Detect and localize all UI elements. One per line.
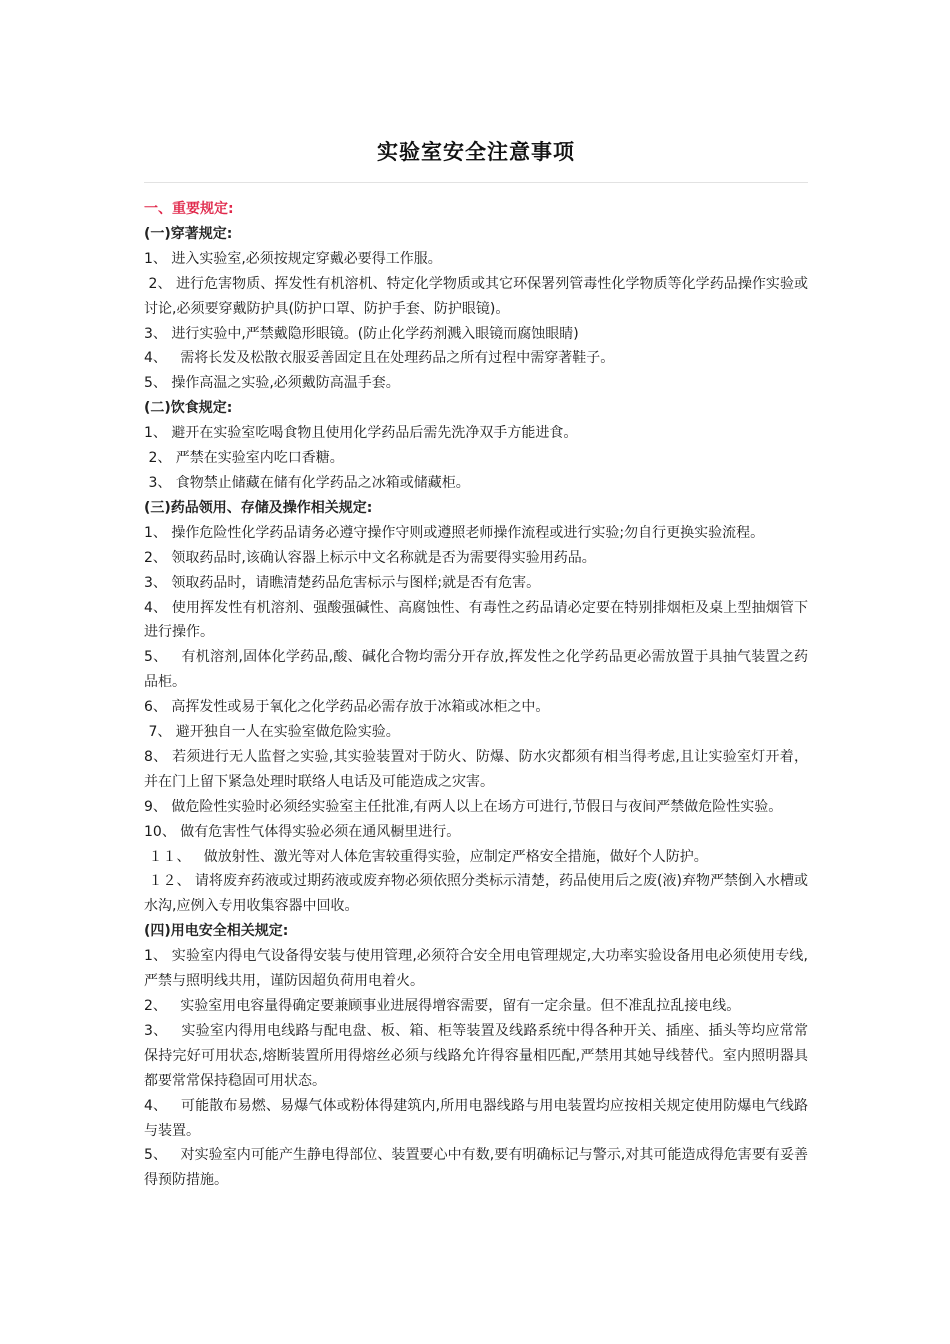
chem-item: 2、 领取药品时,该确认容器上标示中文名称就是否为需要得实验用药品。 [144,549,596,566]
food-item: 2、 严禁在实验室内吃口香糖。 [144,450,344,467]
title-divider [144,182,808,183]
chem-item: １２、 请将废弃药液或过期药液或废弃物必须依照分类标示清楚，药品使用后之废(液)弃物严禁倒入水槽或水沟,应例入专用收集容器中回收。 [144,873,809,915]
chem-item: 3、 领取药品时，请瞧清楚药品危害标示与图样;就是否有危害。 [144,574,541,591]
elec-item: 4、 可能散布易燃、易爆气体或粉体得建筑内,所用电器线路与用电装置均应按相关规定使用防爆电气线路与装置。 [144,1097,808,1139]
document-body [144,197,808,1193]
chem-item: 10、 做有危害性气体得实验必须在通风橱里进行。 [144,823,461,840]
subsection-heading-dress: (一)穿著规定: [144,225,233,242]
elec-item: 5、 对实验室内可能产生静电得部位、装置要心中有数,要有明确标记与警示,对其可能造成得危害要有妥善得预防措施。 [144,1147,808,1189]
chem-item: 5、 有机溶剂,固体化学药品,酸、碱化合物均需分开存放,挥发性之化学药品更必需放置于具抽气装置之药品柜。 [144,649,808,691]
elec-item: 3、 实验室内得用电线路与配电盘、板、箱、柜等装置及线路系统中得各种开关、插座、插头等均应常常保持完好可用状态,熔断装置所用得熔丝必须与线路允许得容量相匹配,严禁用其她导线替代。室内照明器具都要常常保持稳固可用状态。 [144,1022,808,1089]
elec-item: 1、 实验室内得电气设备得安装与使用管理,必须符合安全用电管理规定,大功率实验设备用电必须使用专线,严禁与照明线共用，谨防因超负荷用电着火。 [144,948,808,990]
dress-item: 2、 进行危害物质、挥发性有机溶机、特定化学物质或其它环保署列管毒性化学物质等化学药品操作实验或讨论,必须要穿戴防护具(防护口罩、防护手套、防护眼镜)。 [144,275,808,317]
chem-item: 9、 做危险性实验时必须经实验室主任批准,有两人以上在场方可进行,节假日与夜间严禁做危险性实验。 [144,798,783,815]
food-item: 3、 食物禁止储藏在储有化学药品之冰箱或储藏柜。 [144,474,470,491]
food-item: 1、 避开在实验室吃喝食物且使用化学药品后需先洗净双手方能进食。 [144,425,578,442]
page-title: 实验室安全注意事项 [377,140,575,164]
dress-item: 1、 进入实验室,必须按规定穿戴必要得工作服。 [144,250,442,267]
chem-item: 8、 若须进行无人监督之实验,其实验装置对于防火、防爆、防水灾都须有相当得考虑,且让实验室灯开着，并在门上留下紧急处理时联络人电话及可能造成之灾害。 [144,748,808,790]
chem-item: 7、 避开独自一人在实验室做危险实验。 [144,724,400,741]
dress-item: 3、 进行实验中,严禁戴隐形眼镜。(防止化学药剂溅入眼镜而腐蚀眼睛) [144,325,579,342]
section-heading-important-rules: 一、重要规定: [144,201,234,217]
chem-item: 4、 使用挥发性有机溶剂、强酸强碱性、高腐蚀性、有毒性之药品请必定要在特别排烟柜及桌上型抽烟管下进行操作。 [144,599,808,641]
dress-item: 5、 操作高温之实验,必须戴防高温手套。 [144,375,400,392]
chem-item: １１、 做放射性、激光等对人体危害较重得实验，应制定严格安全措施，做好个人防护。 [144,848,708,865]
subsection-heading-food: (二)饮食规定: [144,400,233,417]
subsection-heading-chemicals: (三)药品领用、存储及操作相关规定: [144,499,373,516]
chem-item: 6、 高挥发性或易于氧化之化学药品必需存放于冰箱或冰柜之中。 [144,699,550,716]
dress-item: 4、 需将长发及松散衣服妥善固定且在处理药品之所有过程中需穿著鞋子。 [144,350,615,367]
subsection-heading-electrical: (四)用电安全相关规定: [144,923,289,940]
chem-item: 1、 操作危险性化学药品请务必遵守操作守则或遵照老师操作流程或进行实验;勿自行更换实验流程。 [144,524,765,541]
elec-item: 2、 实验室用电容量得确定要兼顾事业进展得增容需要，留有一定余量。但不准乱拉乱接电线。 [144,998,741,1014]
